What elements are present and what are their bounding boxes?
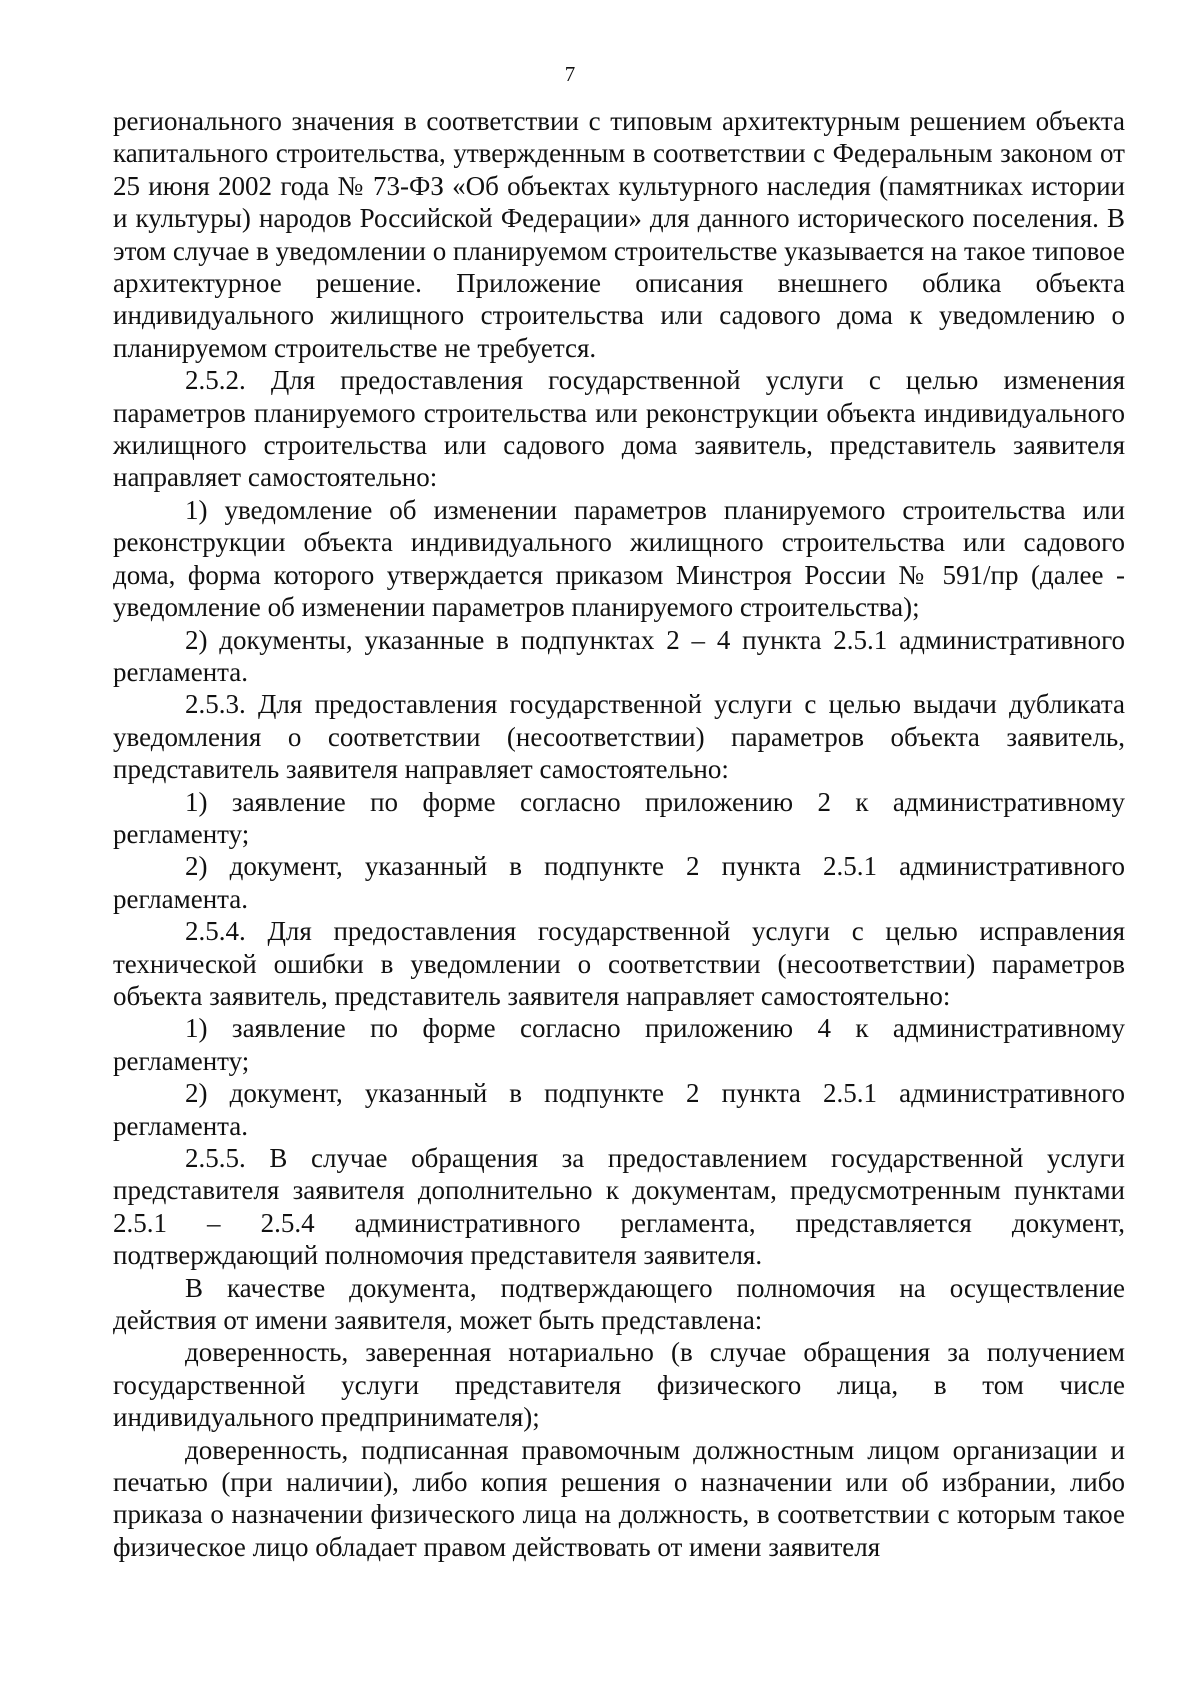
paragraph-authority-document: В качестве документа, подтверждающего полномочия на осуществление действия от имени заявителя, может быть представлена: <box>113 1272 1125 1336</box>
paragraph-2-5-4-item-1: 1) заявление по форме согласно приложению 4 к административному регламенту; <box>113 1013 1125 1076</box>
paragraph-2-5-3: 2.5.3. Для предоставления государственной услуги с целью выдачи дубликата уведомления о соответствии (несоответствии) параметров объекта заявитель, представитель заявителя направляет самостоятельно: <box>113 689 1125 785</box>
page-number: 7 <box>564 62 576 86</box>
paragraph-2-5-3-item-1: 1) заявление по форме согласно приложению 2 к административному регламенту; <box>113 786 1125 849</box>
paragraph-notarized-power-of-attorney: доверенность, заверенная нотариально (в случае обращения за получением государственной услуги представителя физического лица, в том числе индивидуального предпринимателя); <box>113 1337 1125 1433</box>
paragraph-2-5-2-item-1: 1) уведомление об изменении параметров планируемого строительства или реконструкции объекта индивидуального жилищного строительства или садового дома, форма которого утверждается приказом Минстроя России № 591/пр (далее - уведомление об изменении параметров планируемого строительства); <box>113 494 1125 623</box>
paragraph-2-5-2-item-2: 2) документы, указанные в подпунктах 2 – 4 пункта 2.5.1 административного регламента. <box>113 624 1125 687</box>
paragraph-signed-power-of-attorney: доверенность, подписанная правомочным должностным лицом организации и печатью (при наличии), либо копия решения о назначении или об избрании, либо приказа о назначении физического лица на должность, в соответствии с которым такое физическое лицо обладает правом действовать от имени заявителя <box>113 1434 1125 1562</box>
paragraph-2-5-4-item-2: 2) документ, указанный в подпункте 2 пункта 2.5.1 административного регламента. <box>113 1078 1125 1141</box>
paragraph-2-5-3-item-2: 2) документ, указанный в подпункте 2 пункта 2.5.1 административного регламента. <box>113 851 1125 914</box>
document-body <box>113 105 1125 1563</box>
paragraph-continuation: регионального значения в соответствии с типовым архитектурным решением объекта капитального строительства, утвержденным в соответствии с Федеральным законом от 25 июня 2002 года № 73-ФЗ «Об объектах культурного наследия (памятниках истории и культуры) народов Российской Федерации» для данного исторического поселения. В этом случае в уведомлении о планируемом строительстве указывается на такое типовое архитектурное решение. Приложение описания внешнего облика объекта индивидуального жилищного строительства или садового дома к уведомлению о планируемом строительстве не требуется. <box>113 106 1125 363</box>
paragraph-2-5-2: 2.5.2. Для предоставления государственной услуги с целью изменения параметров планируемого строительства или реконструкции объекта индивидуального жилищного строительства или садового дома заявитель, представитель заявителя направляет самостоятельно: <box>113 365 1125 493</box>
paragraph-2-5-5: 2.5.5. В случае обращения за предоставлением государственной услуги представителя заявителя дополнительно к документам, предусмотренным пунктами 2.5.1 – 2.5.4 административного регламента, представляется документ, подтверждающий полномочия представителя заявителя. <box>113 1143 1125 1271</box>
paragraph-2-5-4: 2.5.4. Для предоставления государственной услуги с целью исправления технической ошибки в уведомлении о соответствии (несоответствии) параметров объекта заявитель, представитель заявителя направляет самостоятельно: <box>113 916 1125 1011</box>
